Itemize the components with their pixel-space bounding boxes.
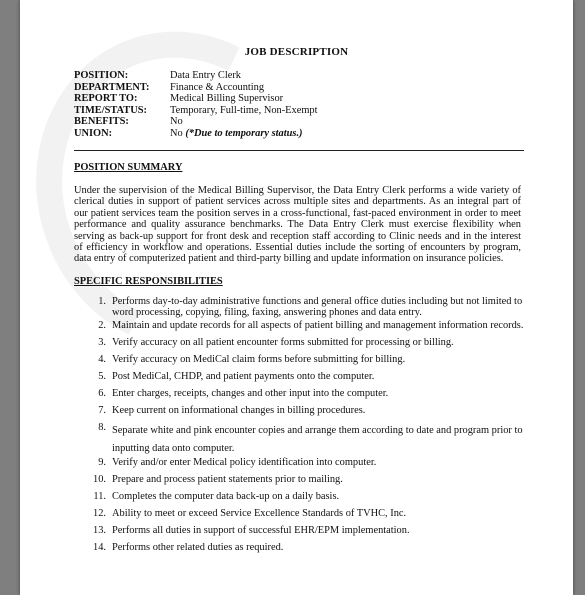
item-number: 4. xyxy=(98,354,106,365)
item-number: 10. xyxy=(93,474,106,485)
document-title: JOB DESCRIPTION xyxy=(244,46,349,58)
list-item xyxy=(74,525,524,536)
item-number: 13. xyxy=(93,525,106,536)
item-number: 3. xyxy=(98,337,106,348)
item-number: 8. xyxy=(98,422,106,433)
list-item xyxy=(74,491,524,502)
info-label: UNION: xyxy=(74,127,113,139)
info-value xyxy=(170,128,303,140)
info-value: No xyxy=(170,116,183,128)
list-item xyxy=(74,320,524,331)
info-row-union xyxy=(74,128,318,140)
list-item xyxy=(74,474,524,485)
item-text: Separate white and pink encounter copies and arrange them according to date and program prior to inputting data onto computer. xyxy=(112,425,523,454)
list-item xyxy=(74,422,524,458)
job-info-block xyxy=(74,70,318,140)
list-item xyxy=(74,388,524,399)
item-number: 9. xyxy=(98,457,106,468)
position-summary-heading: POSITION SUMMARY xyxy=(74,162,183,173)
item-text: Ability to meet or exceed Service Excellence Standards of TVHC, Inc. xyxy=(112,508,407,519)
info-row-department xyxy=(74,82,318,94)
item-number: 14. xyxy=(93,542,106,553)
info-row-benefits xyxy=(74,116,318,128)
item-number: 7. xyxy=(98,405,106,416)
item-text: Maintain and update records for all aspects of patient billing and management information records. xyxy=(112,320,524,331)
item-number: 11. xyxy=(93,491,106,502)
list-item xyxy=(74,337,524,348)
document-page xyxy=(20,0,573,595)
info-row-time-status xyxy=(74,105,318,117)
info-value: Temporary, Full-time, Non-Exempt xyxy=(170,104,318,116)
info-label: BENEFITS: xyxy=(74,116,129,128)
item-number: 2. xyxy=(98,320,106,331)
union-note: (*Due to temporary status.) xyxy=(185,127,303,139)
item-text: Performs all duties in support of successful EHR/EPM implementation. xyxy=(112,525,410,536)
item-text: Keep current on informational changes in billing procedures. xyxy=(112,405,366,416)
item-text: Performs other related duties as required. xyxy=(112,542,284,553)
item-text: Performs day-to-day administrative functions and general office duties including but not limited to word processing, copying, filing, faxing, answering phones and data entry. xyxy=(112,296,523,319)
position-summary-text: Under the supervision of the Medical Billing Supervisor, the Data Entry Clerk performs a wide variety of clerical duties in support of patient services across multiple sites and departments. As an integral part of our patient services team the position serves in a cross-functional, fast-paced environment in order to meet performance and quality assurance benchmarks. The Data Entry Clerk must exercise flexibility when serving as back-up support for front desk and reception staff according to Clinic needs and in the interest of efficiency in workflow and operations. Essential duties include the sorting of encounters by program, data entry of computerized patient and third-party billing and update information on insurance policies. xyxy=(74,185,521,265)
info-value: Data Entry Clerk xyxy=(170,70,241,81)
list-item xyxy=(74,405,524,416)
item-text: Verify accuracy on all patient encounter forms submitted for processing or billing. xyxy=(112,337,454,348)
item-text: Verify and/or enter Medical policy identification into computer. xyxy=(112,457,377,468)
info-label: POSITION: xyxy=(74,70,129,81)
list-item xyxy=(74,542,524,553)
list-item xyxy=(74,371,524,382)
item-text: Enter charges, receipts, changes and other input into the computer. xyxy=(112,388,389,399)
info-value: Finance & Accounting xyxy=(170,81,265,93)
list-item xyxy=(74,508,524,519)
info-row-report-to xyxy=(74,93,318,105)
info-row-position xyxy=(74,70,318,82)
item-text: Completes the computer data back-up on a daily basis. xyxy=(112,491,340,502)
info-label: REPORT TO: xyxy=(74,93,138,105)
union-value: No xyxy=(170,127,183,139)
info-label: DEPARTMENT: xyxy=(74,81,150,93)
responsibilities-heading: SPECIFIC RESPONSIBILITIES xyxy=(74,276,223,287)
item-text: Post MediCal, CHDP, and patient payments onto the computer. xyxy=(112,371,375,382)
divider-rule xyxy=(74,150,524,151)
item-number: 12. xyxy=(93,508,106,519)
item-text: Prepare and process patient statements prior to mailing. xyxy=(112,474,343,485)
item-number: 6. xyxy=(98,388,106,399)
item-number: 5. xyxy=(98,371,106,382)
list-item xyxy=(74,354,524,365)
info-label: TIME/STATUS: xyxy=(74,104,147,116)
item-text: Verify accuracy on MediCal claim forms before submitting for billing. xyxy=(112,354,406,365)
info-value: Medical Billing Supervisor xyxy=(170,93,284,105)
list-item xyxy=(74,296,524,319)
item-number: 1. xyxy=(98,296,106,307)
list-item xyxy=(74,457,524,468)
